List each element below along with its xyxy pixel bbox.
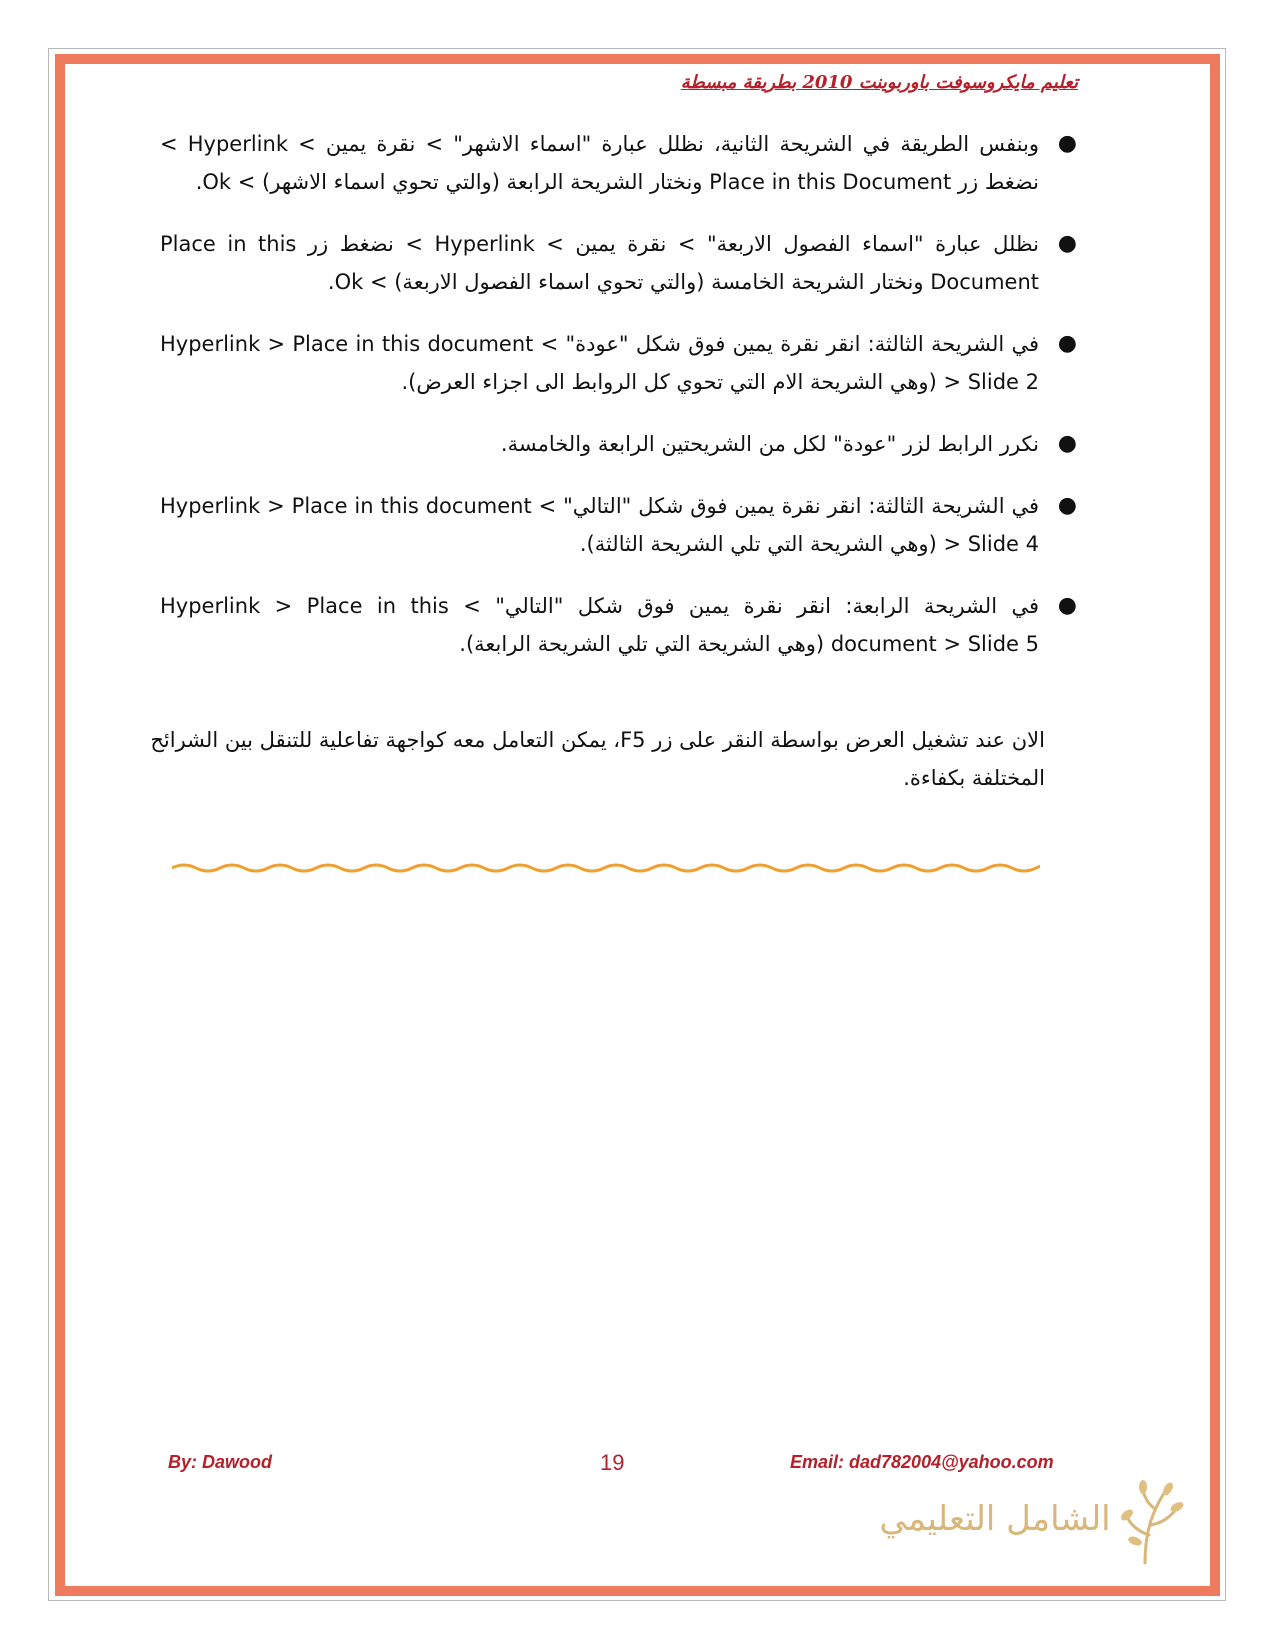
list-item-text: في الشريحة الرابعة: انقر نقرة يمين فوق شكل "التالي" > Hyperlink > Place in this document > Slide 5 (وهي الشريحة التي تلي الشريحة الرابعة). [160,594,1039,656]
list-item-text: في الشريحة الثالثة: انقر نقرة يمين فوق شكل "عودة" > Hyperlink > Place in this document > Slide 2 (وهي الشريحة الام التي تحوي كل الروابط الى اجزاء العرض). [160,332,1039,394]
bullet-icon: ● [1057,331,1077,356]
bullet-icon: ● [1057,231,1077,256]
footer-email: Email: dad782004@yahoo.com [790,1452,1054,1472]
list-item [160,125,1085,201]
list-item-text: في الشريحة الثالثة: انقر نقرة يمين فوق شكل "التالي" > Hyperlink > Place in this document > Slide 4 (وهي الشريحة التي تلي الشريحة الثالثة). [160,494,1039,556]
list-item [160,487,1085,563]
wavy-divider [172,858,1040,878]
list-item [160,425,1085,463]
bullet-icon: ● [1057,593,1077,618]
list-item-text: وبنفس الطريقة في الشريحة الثانية، نظلل عبارة "اسماء الاشهر" > نقرة يمين > Hyperlink > نضغط زر Place in this Document ونختار الشريحة الرابعة (والتي تحوي اسماء الاشهر) > Ok. [160,132,1039,194]
plant-icon [1115,1475,1185,1565]
bullet-icon: ● [1057,431,1077,456]
watermark-text: الشامل التعليمي [879,1499,1111,1539]
bullet-icon: ● [1057,493,1077,518]
list-item [160,225,1085,301]
closing-paragraph: الان عند تشغيل العرض بواسطة النقر على زر F5، يمكن التعامل معه كواجهة تفاعلية للتنقل بين الشرائح المختلفة بكفاءة. [150,728,1045,790]
watermark-logo [870,1475,1190,1565]
page-number: 19 [600,1450,625,1475]
list-item [160,325,1085,401]
bullet-icon: ● [1057,131,1077,156]
list-item-text: نظلل عبارة "اسماء الفصول الاربعة" > نقرة يمين > Hyperlink > نضغط زر Place in this Document ونختار الشريحة الخامسة (والتي تحوي اسماء الفصول الاربعة) > Ok. [160,232,1039,294]
instruction-list [160,125,1085,687]
list-item-text: نكرر الرابط لزر "عودة" لكل من الشريحتين الرابعة والخامسة. [500,432,1039,456]
header-title: تعليم مايكروسوفت باوربوينت 2010 بطريقة مبسطة [680,72,1078,93]
list-item [160,587,1085,663]
footer-author: By: Dawood [168,1452,273,1472]
